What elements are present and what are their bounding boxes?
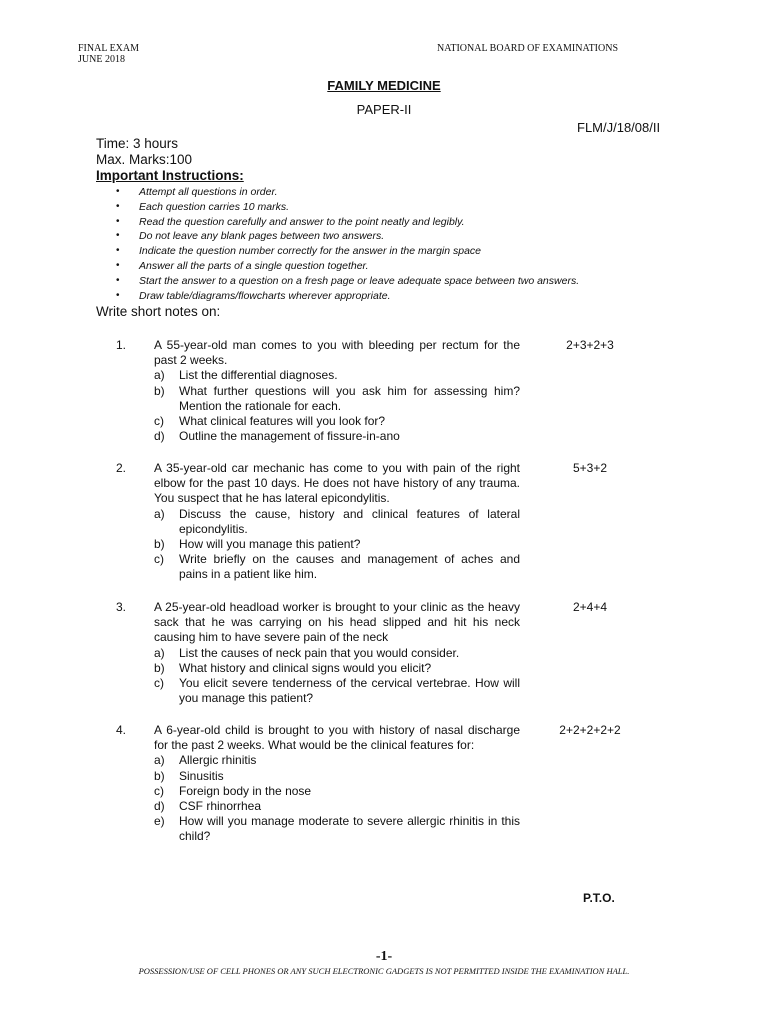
bullet-icon: • (116, 200, 120, 212)
exam-meta (96, 136, 244, 184)
question-text: A 35-year-old car mechanic has come to you with pain of the right elbow for the past 10 days. He does not have history of any trauma. You suspect that he has lateral epicondylitis. (154, 461, 520, 506)
sub-question: a) List the differential diagnoses. (154, 368, 338, 383)
question-body (154, 723, 520, 845)
sub-question: e) How will you manage moderate to severe allergic rhinitis in this child? (154, 814, 520, 844)
question-text: A 55-year-old man comes to you with bleeding per rectum for the past 2 weeks. (154, 338, 520, 368)
sub-question: c) Write briefly on the causes and management of aches and pains in a patient like him. (154, 552, 520, 582)
sub-question: c) What clinical features will you look for? (154, 414, 386, 429)
instruction-item: • Attempt all questions in order. (116, 186, 278, 198)
marks-breakdown: 2+3+2+3 (566, 338, 614, 352)
bullet-icon: • (116, 186, 120, 197)
question-number: 2. (116, 461, 127, 475)
question-number: 1. (116, 338, 127, 352)
max-marks-label: Max. Marks:100 (96, 152, 193, 167)
short-notes-heading: Write short notes on: (96, 304, 221, 319)
question-number: 3. (116, 600, 127, 614)
bullet-icon: • (116, 230, 120, 242)
instruction-item: • Draw table/diagrams/flowcharts wherever appropriate. (116, 289, 391, 302)
paper-label: PAPER-II (356, 102, 412, 117)
sub-question: b) How will you manage this patient? (154, 537, 361, 552)
paper-code: FLM/J/18/08/II (577, 120, 661, 135)
exam-date: JUNE 2018 (78, 54, 125, 65)
instruction-item: • Each question carries 10 marks. (116, 200, 289, 213)
exam-header-left (78, 43, 139, 65)
sub-question: b) Sinusitis (154, 768, 224, 783)
question-body (154, 338, 520, 444)
bullet-icon: • (116, 289, 120, 301)
sub-question: a) List the causes of neck pain that you would consider. (154, 645, 460, 660)
sub-question-list (154, 507, 520, 583)
footer-notice: POSSESSION/USE OF CELL PHONES OR ANY SUCH ELECTRONIC GADGETS IS NOT PERMITTED INSIDE THE EXAMINATION HALL. (138, 966, 630, 976)
instruction-item: • Do not leave any blank pages between two answers. (116, 230, 385, 243)
sub-question: d) Outline the management of fissure-in-ano (154, 429, 400, 444)
instruction-item: • Start the answer to a question on a fresh page or leave adequate space between two answers. (116, 274, 580, 287)
page-number: -1- (375, 949, 393, 964)
instruction-item: • Read the question carefully and answer to the point neatly and legibly. (116, 215, 465, 228)
question-text: A 25-year-old headload worker is brought to your clinic as the heavy sack that he was carrying on his head slipped and hit his neck causing him to have severe pain of the neck (154, 600, 520, 645)
sub-question: b) What further questions will you ask him for assessing him? Mention the rationale for each. (154, 383, 520, 413)
exam-type: FINAL EXAM (78, 43, 140, 54)
sub-question-list (154, 368, 520, 444)
sub-question: b) What history and clinical signs would you elicit? (154, 660, 432, 675)
time-label: Time: 3 hours (96, 136, 179, 151)
board-name: NATIONAL BOARD OF EXAMINATIONS (437, 43, 619, 54)
bullet-icon: • (116, 245, 120, 257)
question-number: 4. (116, 723, 127, 737)
sub-question: c) Foreign body in the nose (154, 783, 312, 798)
subject-title: FAMILY MEDICINE (327, 78, 441, 93)
marks-breakdown: 5+3+2 (572, 461, 608, 475)
question-body (154, 461, 520, 583)
sub-question: d) CSF rhinorrhea (154, 799, 262, 814)
bullet-icon: • (116, 274, 120, 286)
instructions-list (113, 185, 579, 303)
please-turn-over: P.T.O. (583, 891, 615, 905)
bullet-icon: • (116, 215, 120, 227)
bullet-icon: • (116, 259, 120, 271)
instruction-item: • Answer all the parts of a single question together. (116, 259, 369, 272)
sub-question: c) You elicit severe tenderness of the cervical vertebrae. How will you manage this patient? (154, 676, 520, 706)
question-body (154, 600, 520, 706)
sub-question-list (154, 646, 520, 707)
instructions-title: Important Instructions: (96, 168, 244, 183)
sub-question: a) Allergic rhinitis (154, 753, 257, 768)
marks-breakdown: 2+4+4 (572, 600, 608, 614)
sub-question: a) Discuss the cause, history and clinical features of lateral epicondylitis. (154, 506, 520, 536)
sub-question-list (154, 753, 520, 844)
marks-breakdown: 2+2+2+2+2 (559, 723, 621, 737)
question-text: A 6-year-old child is brought to you with history of nasal discharge for the past 2 weeks. What would be the clinical features for: (154, 723, 520, 753)
instruction-item: • Indicate the question number correctly for the answer in the margin space (116, 245, 482, 258)
